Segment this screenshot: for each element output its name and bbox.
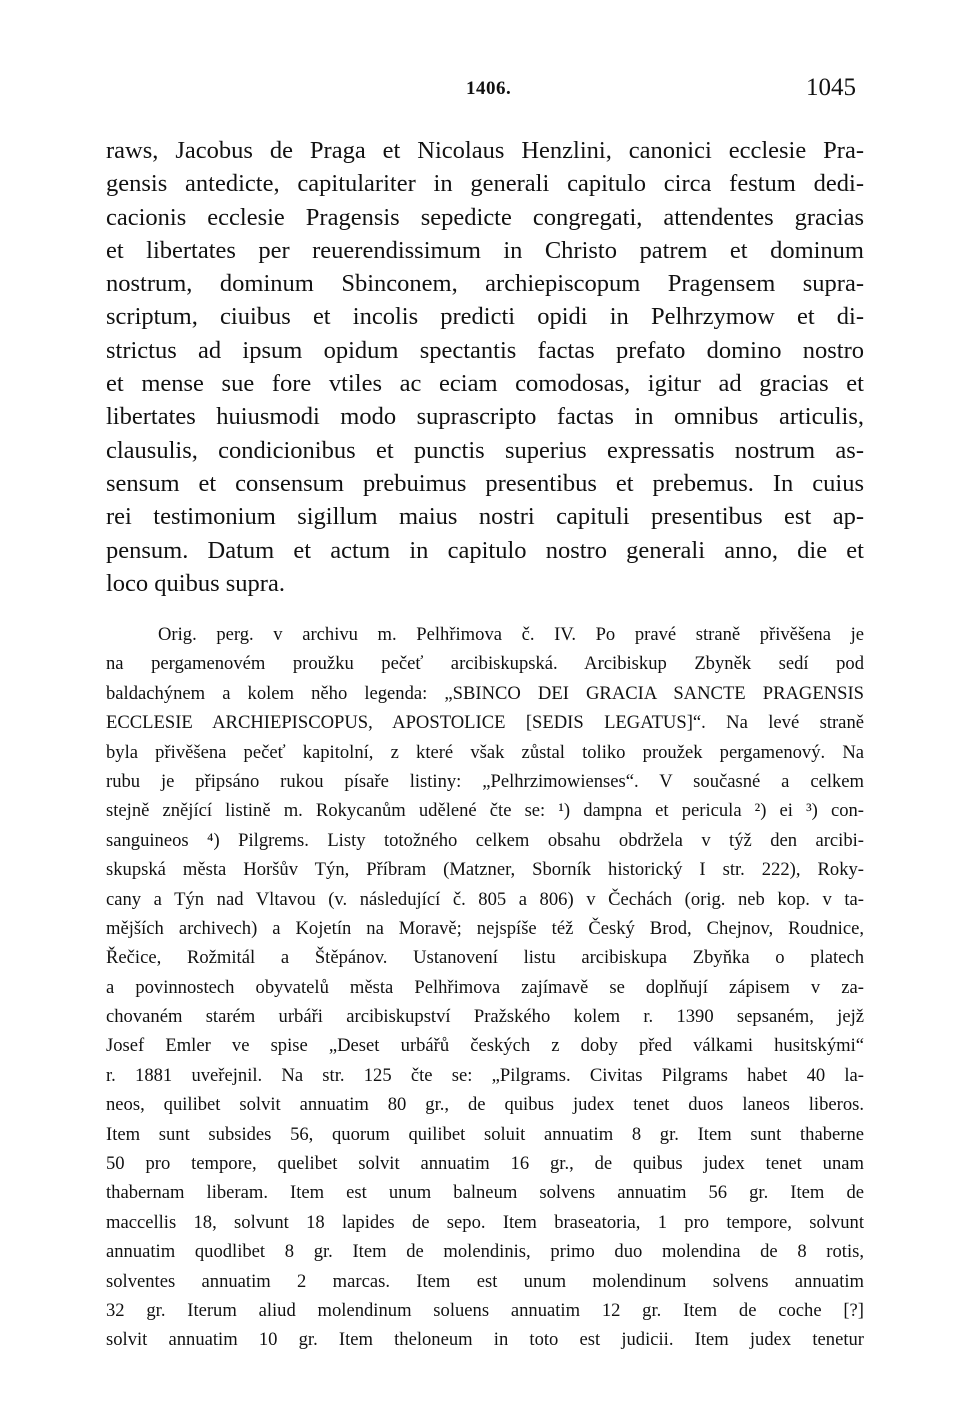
note-line: na pergamenovém proužku pečeť arcibiskupská. Arcibiskup Zbyněk sedí pod xyxy=(106,653,864,675)
text-line: nostrum, dominum Sbinconem, archiepiscopum Pragensem supra- xyxy=(106,270,864,298)
note-line: mějších archivech) a Kojetín na Moravě; nejspíše též Český Brod, Chejnov, Roudnice, xyxy=(106,917,864,939)
note-line: annuatim quodlibet 8 gr. Item de molendinis, primo duo molendina de 8 rotis, xyxy=(106,1241,864,1263)
note-line: sanguineos ⁴) Pilgrems. Listy totožného celkem obsahu obdržela v týž den arcibi- xyxy=(106,829,864,851)
note-line: rubu je připsáno rukou písaře listiny: „Pelhrzimowienses“. V současné a celkem xyxy=(106,770,864,792)
note-line: cany a Týn nad Vltavou (v. následující č. 805 a 806) v Čechách (orig. neb kop. v ta- xyxy=(106,888,864,910)
editorial-notes xyxy=(106,620,864,1355)
note-line: neos, quilibet solvit annuatim 80 gr., de quibus judex tenet duos laneos liberos. xyxy=(106,1094,864,1116)
text-line: rei testimonium sigillum maius nostri capituli presentibus est ap- xyxy=(106,503,864,531)
charter-text xyxy=(106,134,864,600)
running-head xyxy=(0,74,960,104)
text-line: scriptum, ciuibus et incolis predicti opidi in Pelhrzymow et di- xyxy=(106,303,864,331)
note-line: Josef Emler ve spise „Deset urbářů českých z doby před válkami husitskými“ xyxy=(106,1035,864,1057)
note-line: a povinnostech obyvatelů města Pelhřimova zajímavě se doplňují zápisem v za- xyxy=(106,976,864,998)
text-line: sensum et consensum prebuimus presentibus et prebemus. In cuius xyxy=(106,469,864,497)
page-number: 1045 xyxy=(806,74,856,101)
text-line: raws, Jacobus de Praga et Nicolaus Henzlini, canonici ecclesie Pra- xyxy=(106,137,864,164)
text-line: libertates huiusmodi modo suprascripto factas in omnibus articulis, xyxy=(106,403,864,431)
note-line: ECCLESIE ARCHIEPISCOPUS, APOSTOLICE [SEDIS LEGATUS]“. Na levé straně xyxy=(106,712,864,734)
text-line: pensum. Datum et actum in capitulo nostro generali anno, die et xyxy=(106,536,864,564)
text-line: cacionis ecclesie Pragensis sepedicte congregati, attendentes gracias xyxy=(106,203,864,231)
text-line: et mense sue fore vtiles ac eciam comodosas, igitur ad gracias et xyxy=(106,370,864,398)
note-line: solvit annuatim 10 gr. Item theloneum in toto est judicii. Item judex tenetur xyxy=(106,1329,864,1351)
note-line: 32 gr. Iterum aliud molendinum soluens annuatim 12 gr. Item de coche [?] xyxy=(106,1299,864,1321)
note-line: Orig. perg. v archivu m. Pelhřimova č. IV. Po pravé straně přivěšena je xyxy=(158,624,864,645)
note-line: 50 pro tempore, quelibet solvit annuatim 16 gr., de quibus judex tenet unam xyxy=(106,1153,864,1175)
text-line: et libertates per reuerendissimum in Christo patrem et dominum xyxy=(106,236,864,264)
note-line: r. 1881 uveřejnil. Na str. 125 čte se: „Pilgrams. Civitas Pilgrams habet 40 la- xyxy=(106,1064,864,1086)
note-line: skupská města Horšův Týn, Příbram (Matzner, Sborník historický I str. 222), Roky- xyxy=(106,859,864,881)
note-line: thabernam liberam. Item est unum balneum solvens annuatim 56 gr. Item de xyxy=(106,1182,864,1204)
note-line: baldachýnem a kolem něho legenda: „SBINCO DEI GRACIA SANCTE PRAGENSIS xyxy=(106,682,864,704)
text-line: loco quibus supra. xyxy=(106,569,285,597)
note-line: Řečice, Rožmitál a Štěpánov. Ustanovení listu arcibiskupa Zbyňka o platech xyxy=(106,947,864,969)
page-year: 1406. xyxy=(466,78,512,99)
text-line: strictus ad ipsum opidum spectantis factas prefato domino nostro xyxy=(106,336,864,364)
text-line: gensis antedicte, capitulariter in generali capitulo circa festum dedi- xyxy=(106,170,864,198)
note-line: stejně znějící listině m. Rokycanům udělené čte se: ¹) dampna et pericula ²) ei ³) con- xyxy=(106,800,864,822)
text-line: clausulis, condicionibus et punctis superius expressatis nostrum as- xyxy=(106,436,864,464)
note-line: solventes annuatim 2 marcas. Item est unum molendinum solvens annuatim xyxy=(106,1270,864,1292)
note-line: maccellis 18, solvunt 18 lapides de sepo. Item braseatoria, 1 pro tempore, solvunt xyxy=(106,1211,864,1233)
note-line: chovaném starém urbáři arcibiskupství Pražského kolem r. 1390 sepsaném, jejž xyxy=(106,1006,864,1028)
note-line: Item sunt subsides 56, quorum quilibet soluit annuatim 8 gr. Item sunt thaberne xyxy=(106,1123,864,1145)
note-line: byla přivěšena pečeť kapitolní, z které však zůstal toliko proužek pergamenový. Na xyxy=(106,741,864,763)
